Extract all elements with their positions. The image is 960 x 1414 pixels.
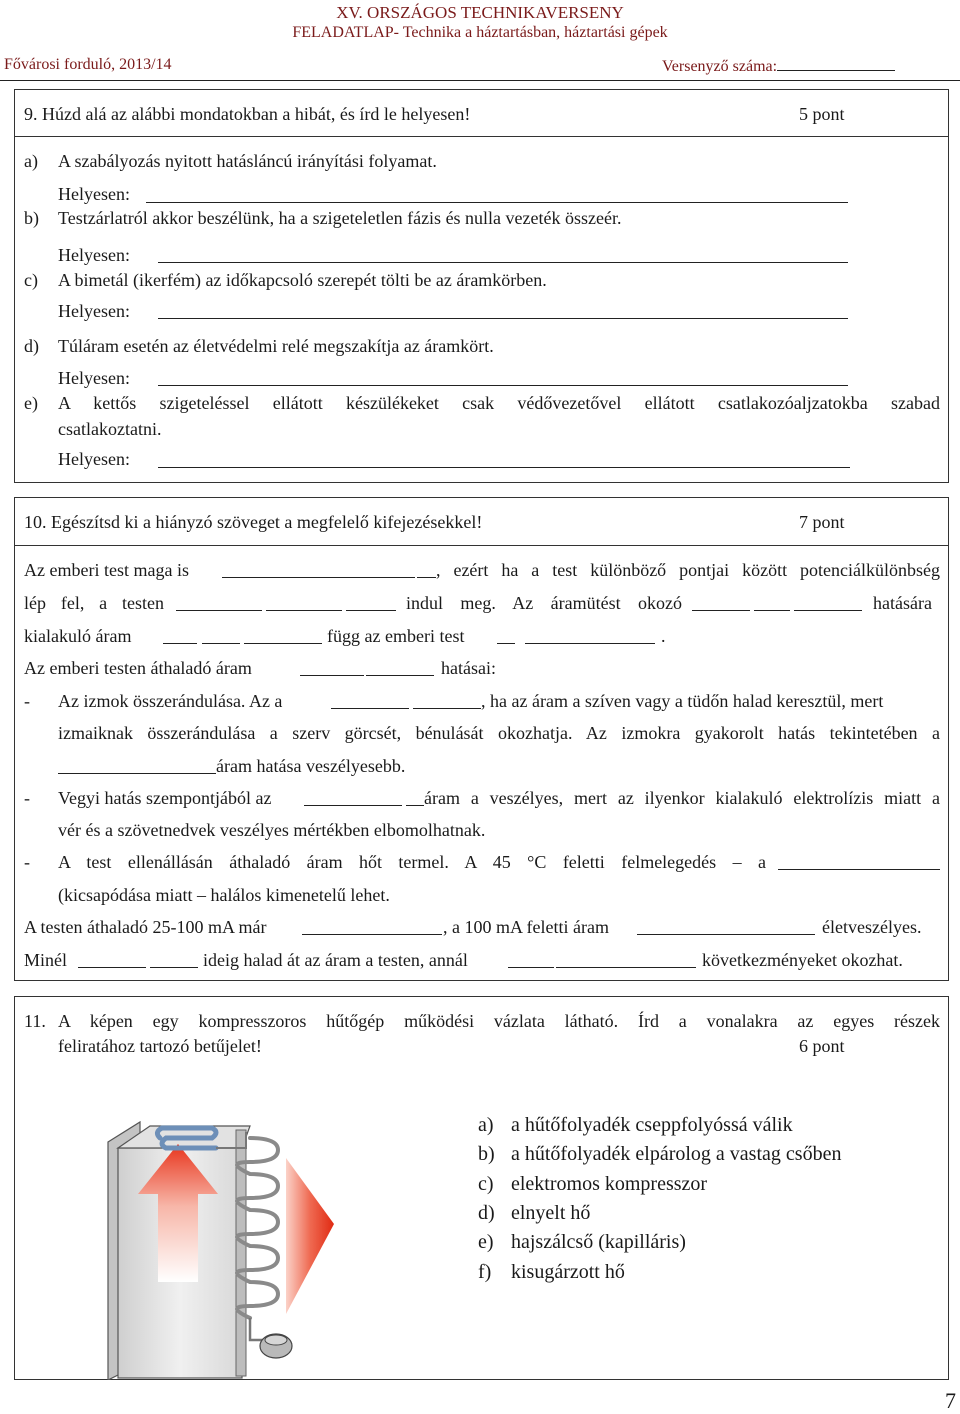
q11-option-b-text: a hűtőfolyadék elpárolog a vastag csőben [511, 1143, 842, 1165]
question-9-title: 9. Húzd alá az alábbi mondatokban a hibát, és írd le helyesen! [24, 104, 471, 124]
q9-answer-e-label: Helyesen: [58, 449, 130, 469]
q11-option-a-text: a hűtőfolyadék cseppfolyóssá válik [511, 1114, 793, 1136]
q11-option-a-label: a) [478, 1114, 494, 1136]
q11-option-d-label: d) [478, 1202, 495, 1224]
q9-item-c-label: c) [24, 270, 38, 290]
question-9-title-separator [14, 136, 949, 137]
q10-bullet-1-text-a: Az izmok összerándulása. Az a [58, 691, 283, 711]
q10-blank-2a[interactable] [176, 610, 262, 611]
question-11-line2: feliratához tartozó betűjelet! [58, 1036, 262, 1056]
q10-blank-l1b[interactable] [637, 934, 815, 935]
q10-bullet-3-text-a: A test ellenállásán áthaladó áram hőt termel. A 45 °C feletti felmelegedés – a [58, 852, 766, 872]
q9-item-d-text: Túláram esetén az életvédelmi relé megszakítja az áramkört. [58, 336, 494, 356]
question-11-number: 11. [24, 1011, 46, 1031]
q10-bullet-2-text-c: vér és a szövetnedvek veszélyes mértékben elbomolhatnak. [58, 820, 486, 840]
question-11-points: 6 pont [799, 1036, 845, 1056]
q10-text-p3c: . [661, 626, 666, 646]
q9-answer-c-label: Helyesen: [58, 301, 130, 321]
page-number: 7 [945, 1388, 956, 1413]
compressor-top [265, 1335, 287, 1345]
q10-text-p2b: indul meg. Az áramütést okozó [406, 593, 682, 613]
q9-item-a-text: A szabályozás nyitott hatásláncú irányítási folyamat. [58, 151, 437, 171]
q9-answer-a-label: Helyesen: [58, 184, 130, 204]
q9-item-d-label: d) [24, 336, 39, 356]
header-rule [0, 80, 960, 81]
q10-blank-l2b[interactable] [150, 967, 198, 968]
q10-blank-l2d[interactable] [556, 967, 696, 968]
competitor-number [662, 56, 895, 76]
q10-text-p4b: hatásai: [441, 658, 496, 678]
q10-blank-2c[interactable] [346, 610, 396, 611]
q10-text-l2a: Minél [24, 950, 67, 970]
q10-blank-2b[interactable] [266, 610, 342, 611]
q11-option-b-label: b) [478, 1143, 495, 1165]
question-11-line1: A képen egy kompresszoros hűtőgép működési vázlata látható. Írd a vonalakra az egyes részek [58, 1011, 940, 1031]
header-title: XV. ORSZÁGOS TECHNIKAVERSENY [336, 3, 624, 22]
q10-text-p1b: , ezért ha a test különböző pontjai között potenciálkülönbség [436, 560, 940, 580]
q10-text-l2c: következményeket okozhat. [702, 950, 903, 970]
q9-item-e-label: e) [24, 393, 38, 413]
q10-bullet-3-dash: - [24, 852, 30, 872]
q9-item-c-text: A bimetál (ikerfém) az időkapcsoló szerepét tölti be az áramkörben. [58, 270, 547, 290]
q10-blank-b1b[interactable] [413, 708, 481, 709]
question-10-title: 10. Egészítsd ki a hiányzó szöveget a megfelelő kifejezésekkel! [24, 512, 483, 532]
q10-text-p2a: lép fel, a testen [24, 593, 164, 613]
q10-blank-b3a[interactable] [778, 869, 940, 870]
header-round: Fővárosi forduló, 2013/14 [4, 56, 172, 73]
q9-answer-d-line[interactable] [158, 385, 848, 386]
q9-answer-d-label: Helyesen: [58, 368, 130, 388]
refrigerator-diagram [100, 1108, 340, 1380]
q9-item-b-text: Testzárlatról akkor beszélünk, ha a szigeteletlen fázis és nulla vezeték összeér. [58, 208, 622, 228]
q10-text-l1b: , a 100 mA feletti áram [443, 917, 609, 937]
question-9-points: 5 pont [799, 104, 845, 124]
radiated-heat-arrow [286, 1158, 334, 1314]
q11-option-a [478, 1114, 793, 1137]
q10-blank-3c[interactable] [244, 643, 322, 644]
q10-blank-2f[interactable] [794, 610, 862, 611]
q11-option-e-label: e) [478, 1231, 494, 1253]
q10-blank-b1a[interactable] [331, 708, 409, 709]
q10-bullet-2-dash: - [24, 788, 30, 808]
q9-item-e-text-cont: csatlakoztatni. [58, 419, 162, 439]
q10-blank-l2a[interactable] [78, 967, 146, 968]
q11-option-c-label: c) [478, 1173, 494, 1195]
q10-text-p1a: Az emberi test maga is [24, 560, 189, 580]
q10-text-p2c: hatására [873, 593, 932, 613]
q10-bullet-3-text-b: (kicsapódása miatt – halálos kimenetelű lehet. [58, 885, 390, 905]
q10-text-p3b: függ az emberi test [327, 626, 465, 646]
q10-text-l2b: ideig halad át az áram a testen, annál [203, 950, 468, 970]
q10-text-l1c: életveszélyes. [822, 917, 922, 937]
q9-answer-c-line[interactable] [158, 318, 848, 319]
q10-blank-4b[interactable] [366, 675, 434, 676]
q11-option-d-text: elnyelt hő [511, 1202, 591, 1224]
q10-blank-1b[interactable] [417, 577, 436, 578]
q10-blank-3e[interactable] [525, 643, 655, 644]
q10-bullet-2-text-b: áram a veszélyes, mert az ilyenkor kialakuló elektrolízis miatt a [424, 788, 940, 808]
q10-text-p3a: kialakuló áram [24, 626, 132, 646]
q11-option-f-label: f) [478, 1261, 492, 1283]
q10-blank-3a[interactable] [163, 643, 197, 644]
q10-bullet-2-text-a: Vegyi hatás szempontjából az [58, 788, 272, 808]
q10-blank-3d[interactable] [497, 643, 515, 644]
q11-option-d [478, 1202, 590, 1225]
q10-blank-b2a[interactable] [304, 805, 402, 806]
q10-blank-l2c[interactable] [508, 967, 554, 968]
q10-bullet-1-text-d: áram hatása veszélyesebb. [216, 756, 406, 776]
q11-option-f [478, 1261, 625, 1284]
q11-option-c [478, 1173, 707, 1196]
question-10-points: 7 pont [799, 512, 845, 532]
q10-blank-b2b[interactable] [406, 805, 424, 806]
q9-item-e-text: A kettős szigeteléssel ellátott készülékeket csak védővezetővel ellátott csatlakozóaljzatokba szabad [58, 393, 940, 413]
q9-item-b-label: b) [24, 208, 39, 228]
q10-blank-l1a[interactable] [302, 934, 442, 935]
q11-option-f-text: kisugárzott hő [511, 1261, 625, 1283]
q10-blank-4a[interactable] [300, 675, 364, 676]
q11-option-e-text: hajszálcső (kapilláris) [511, 1231, 686, 1253]
q10-blank-2d[interactable] [692, 610, 750, 611]
q9-answer-b-label: Helyesen: [58, 245, 130, 265]
q10-blank-b1c[interactable] [58, 773, 216, 774]
competitor-number-field[interactable] [777, 56, 895, 71]
q11-option-c-text: elektromos kompresszor [511, 1173, 708, 1195]
q11-option-e [478, 1231, 686, 1254]
q10-blank-1a[interactable] [222, 577, 415, 578]
header-subtitle: FELADATLAP- Technika a háztartásban, háztartási gépek [292, 24, 668, 41]
q10-text-p4a: Az emberi testen áthaladó áram [24, 658, 252, 678]
q11-option-b [478, 1143, 841, 1166]
q10-blank-3b[interactable] [202, 643, 240, 644]
q9-answer-a-line[interactable] [146, 202, 848, 203]
q10-blank-2e[interactable] [754, 610, 790, 611]
q10-bullet-1-text-b: , ha az áram a szíven vagy a tüdőn halad keresztül, mert [481, 691, 884, 711]
q10-text-l1a: A testen áthaladó 25-100 mA már [24, 917, 267, 937]
competitor-number-label: Versenyző száma: [662, 58, 778, 75]
q10-bullet-1-dash: - [24, 691, 30, 711]
q10-bullet-1-text-c: izmaiknak összerándulása a szerv görcsét, bénulását okozhatja. Az izmokra gyakorolt hatás tekintetében a [58, 723, 940, 743]
question-10-title-separator [14, 545, 949, 546]
q9-item-a-label: a) [24, 151, 38, 171]
q9-answer-b-line[interactable] [158, 262, 848, 263]
q9-answer-e-line[interactable] [158, 467, 850, 468]
